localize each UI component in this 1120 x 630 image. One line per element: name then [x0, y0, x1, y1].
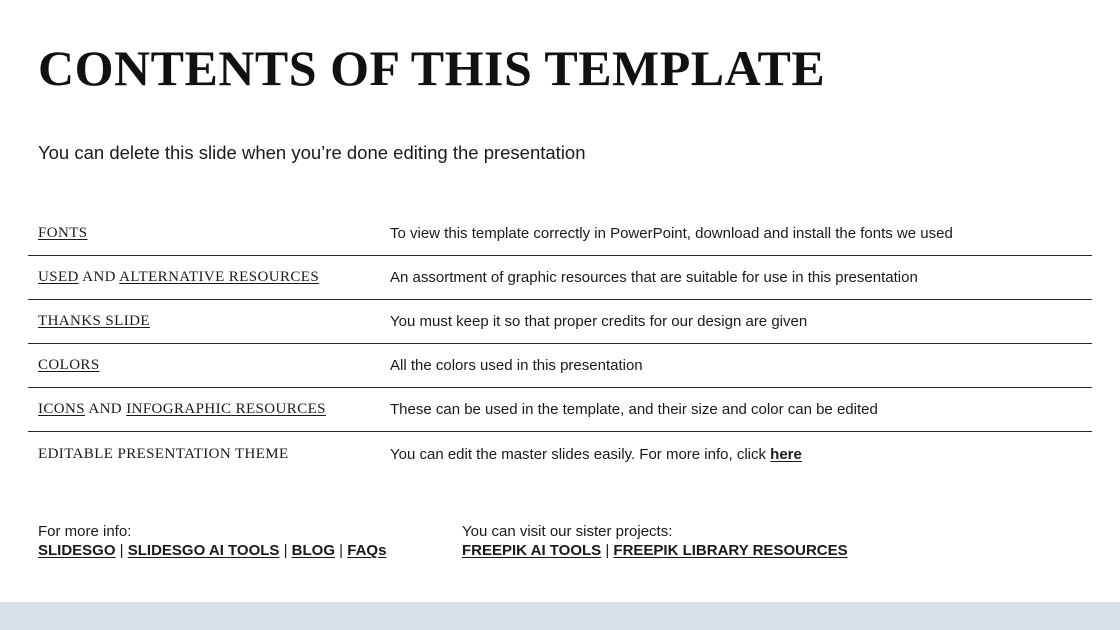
label-connector: AND [78, 269, 120, 285]
slidesgo-link[interactable]: SLIDESGO [38, 542, 116, 559]
freepik-ai-tools-link[interactable]: FREEPIK AI TOOLS [462, 542, 602, 559]
footer-left-heading: For more info: [38, 523, 132, 540]
label-connector: AND [85, 401, 127, 417]
row-label-fonts [28, 225, 390, 242]
footer-sister-projects [462, 522, 848, 560]
icons-link[interactable]: ICONS [38, 401, 86, 417]
link-separator: | [115, 542, 128, 559]
row-label-colors [28, 357, 390, 374]
alternative-resources-link[interactable]: ALTERNATIVE RESOURCES [119, 269, 320, 285]
table-row [28, 300, 1092, 344]
theme-description-text: You can edit the master slides easily. For more info, click [390, 445, 771, 463]
slide-title: CONTENTS OF THIS TEMPLATE [38, 40, 826, 96]
footer-more-info [38, 522, 386, 560]
link-separator: | [335, 542, 348, 559]
row-description: You must keep it so that proper credits for our design are given [390, 313, 808, 330]
contents-table [28, 212, 1092, 476]
table-row [28, 212, 1092, 256]
editable-theme-label: EDITABLE PRESENTATION THEME [38, 445, 289, 462]
row-label-resources [28, 269, 390, 286]
colors-link[interactable]: COLORS [38, 357, 100, 373]
used-resources-link[interactable]: USED [38, 269, 79, 285]
table-row [28, 344, 1092, 388]
freepik-library-resources-link[interactable]: FREEPIK LIBRARY RESOURCES [613, 542, 848, 559]
table-row [28, 432, 1092, 476]
table-row [28, 256, 1092, 300]
link-separator: | [601, 542, 614, 559]
faqs-link[interactable]: FAQs [347, 542, 387, 559]
footer-left-links [38, 541, 386, 560]
row-label-theme [28, 446, 390, 463]
footer-right-heading: You can visit our sister projects: [462, 523, 673, 540]
row-description: These can be used in the template, and their size and color can be edited [390, 401, 878, 418]
infographic-resources-link[interactable]: INFOGRAPHIC RESOURCES [126, 401, 326, 417]
row-description: All the colors used in this presentation [390, 357, 643, 374]
footer-right-links [462, 541, 848, 560]
thanks-slide-link[interactable]: THANKS SLIDE [38, 313, 150, 329]
table-row [28, 388, 1092, 432]
row-label-thanks [28, 313, 390, 330]
slidesgo-ai-tools-link[interactable]: SLIDESGO AI TOOLS [127, 542, 280, 559]
slide-subtitle: You can delete this slide when you’re done editing the presentation [38, 142, 586, 163]
bottom-band [0, 602, 1120, 630]
blog-link[interactable]: BLOG [291, 542, 336, 559]
here-link[interactable]: here [770, 445, 802, 463]
row-label-icons [28, 401, 390, 418]
fonts-link[interactable]: FONTS [38, 225, 88, 241]
row-description [390, 446, 1092, 463]
row-description: To view this template correctly in PowerPoint, download and install the fonts we used [390, 225, 953, 242]
row-description: An assortment of graphic resources that are suitable for use in this presentation [390, 269, 918, 286]
link-separator: | [279, 542, 292, 559]
